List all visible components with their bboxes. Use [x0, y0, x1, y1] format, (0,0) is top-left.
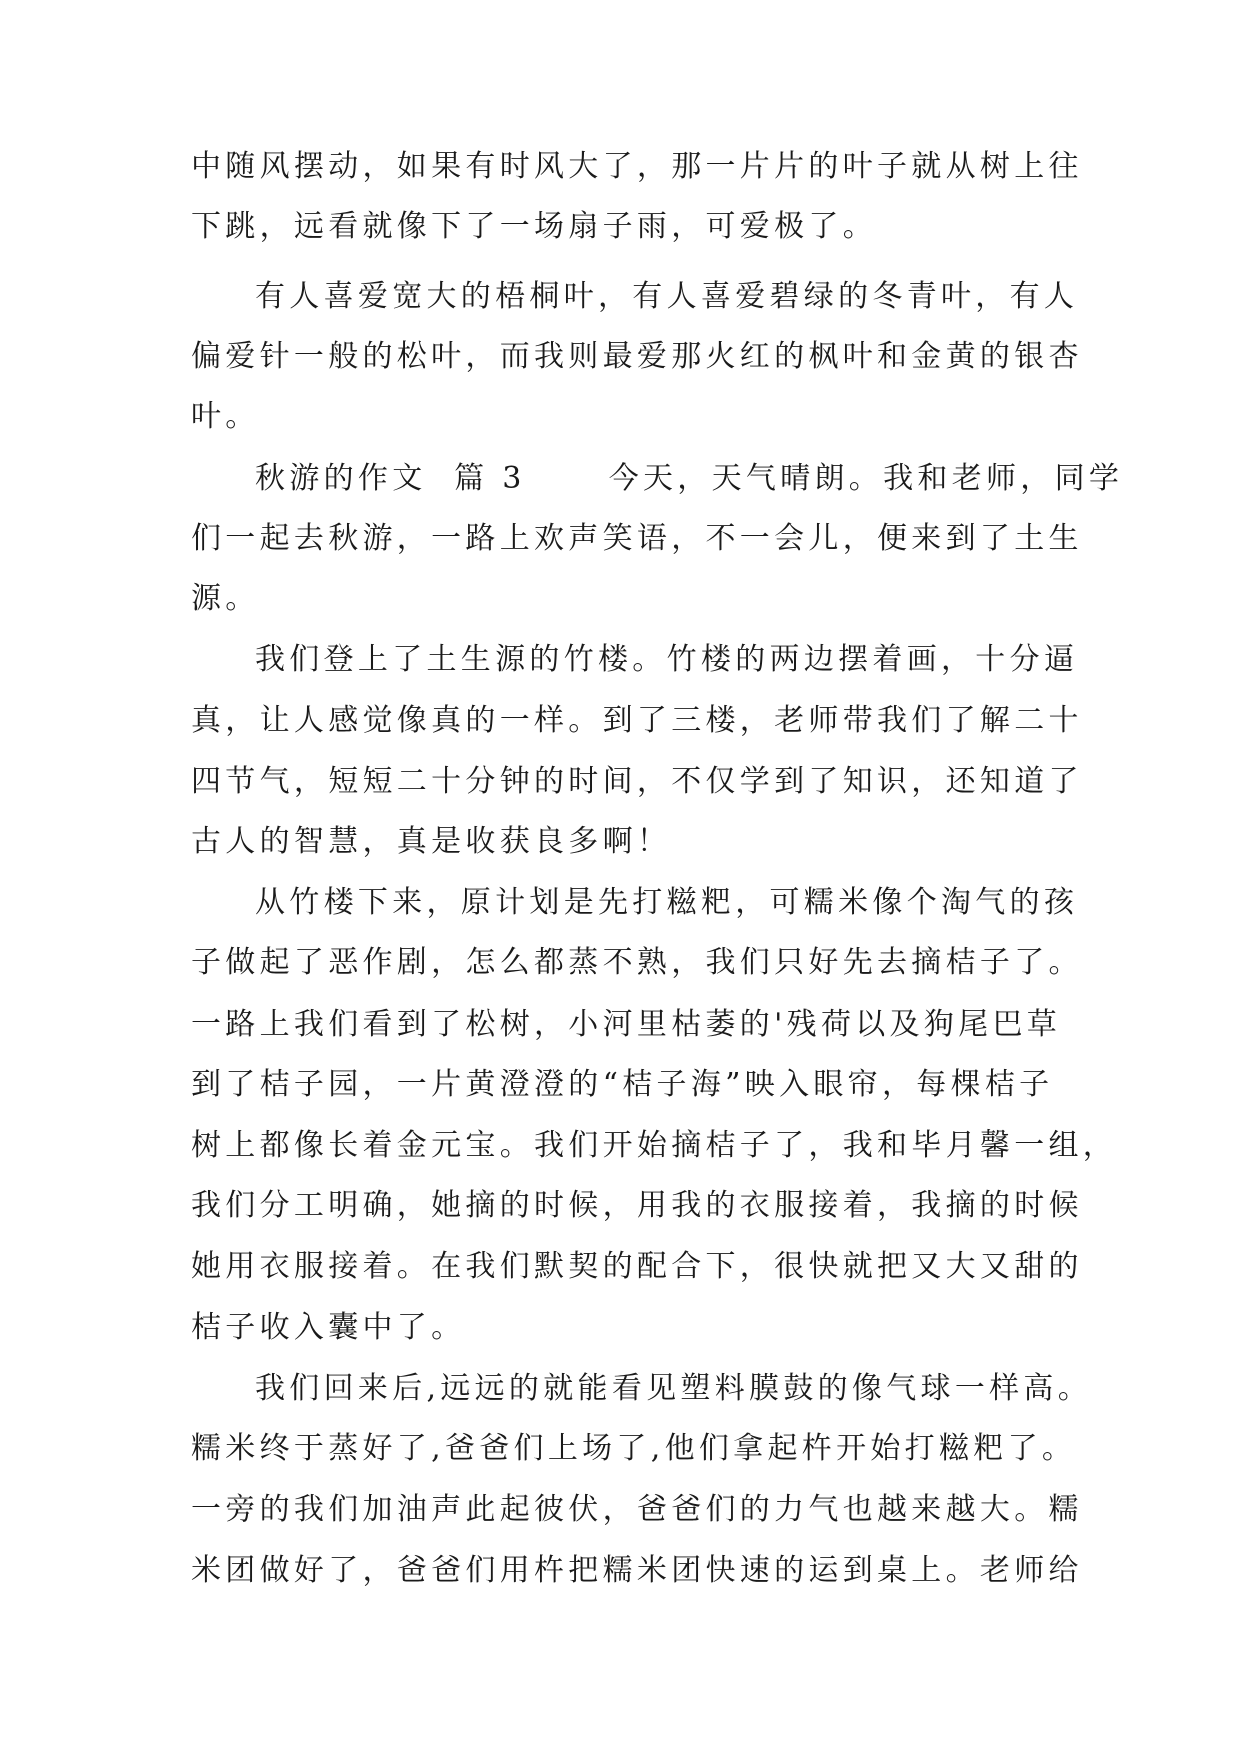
- text-line: 们一起去秋游，一路上欢声笑语，不一会儿，便来到了土生: [191, 521, 1083, 556]
- text-line: 叶。: [191, 399, 260, 434]
- text-line: 桔子收入囊中了。: [191, 1310, 466, 1345]
- text-line: 到了桔子园，一片黄澄澄的“桔子海”映入眼帘，每棵桔子: [191, 1067, 1054, 1102]
- text-line: 子做起了恶作剧，怎么都蒸不熟，我们只好先去摘桔子了。: [191, 945, 1083, 980]
- text-line: 中随风摆动，如果有时风大了，那一片片的叶子就从树上往: [191, 149, 1083, 184]
- text-line: 米团做好了，爸爸们用杵把糯米团快速的运到桌上。老师给: [191, 1553, 1083, 1588]
- text-line: 树上都像长着金元宝。我们开始摘桔子了，我和毕月馨一组，: [191, 1128, 1118, 1163]
- text-line: 偏爱针一般的松叶，而我则最爱那火红的枫叶和金黄的银杏: [191, 339, 1083, 374]
- text-line: 四节气，短短二十分钟的时间，不仅学到了知识，还知道了: [191, 764, 1083, 799]
- paragraph-start-line: 有人喜爱宽大的梧桐叶，有人喜爱碧绿的冬青叶，有人: [255, 279, 1079, 314]
- paragraph-start-line: 我们登上了土生源的竹楼。竹楼的两边摆着画，十分逼: [255, 642, 1079, 677]
- text-line: 真，让人感觉像真的一样。到了三楼，老师带我们了解二十: [191, 703, 1083, 738]
- paragraph-start-line: 从竹楼下来，原计划是先打糍粑，可糯米像个淘气的孩: [255, 885, 1079, 920]
- text-line: 糯米终于蒸好了,爸爸们上场了,他们拿起杵开始打糍粑了。: [191, 1431, 1077, 1466]
- text-line: 一旁的我们加油声此起彼伏，爸爸们的力气也越来越大。糯: [191, 1492, 1083, 1527]
- text-line: 下跳，远看就像下了一场扇子雨，可爱极了。: [191, 209, 877, 244]
- text-line: 我们分工明确，她摘的时候，用我的衣服接着，我摘的时候: [191, 1188, 1083, 1223]
- section-heading-line: 秋游的作文 篇 3 今天，天气晴朗。我和老师，同学: [255, 461, 1124, 496]
- text-line: 源。: [191, 581, 260, 616]
- text-line: 一路上我们看到了松树，小河里枯萎的'残荷以及狗尾巴草: [191, 1007, 1062, 1042]
- text-line: 她用衣服接着。在我们默契的配合下，很快就把又大又甜的: [191, 1249, 1083, 1284]
- paragraph-start-line: 我们回来后,远远的就能看见塑料膜鼓的像气球一样高。: [255, 1371, 1093, 1406]
- text-line: 古人的智慧，真是收获良多啊！: [191, 824, 672, 859]
